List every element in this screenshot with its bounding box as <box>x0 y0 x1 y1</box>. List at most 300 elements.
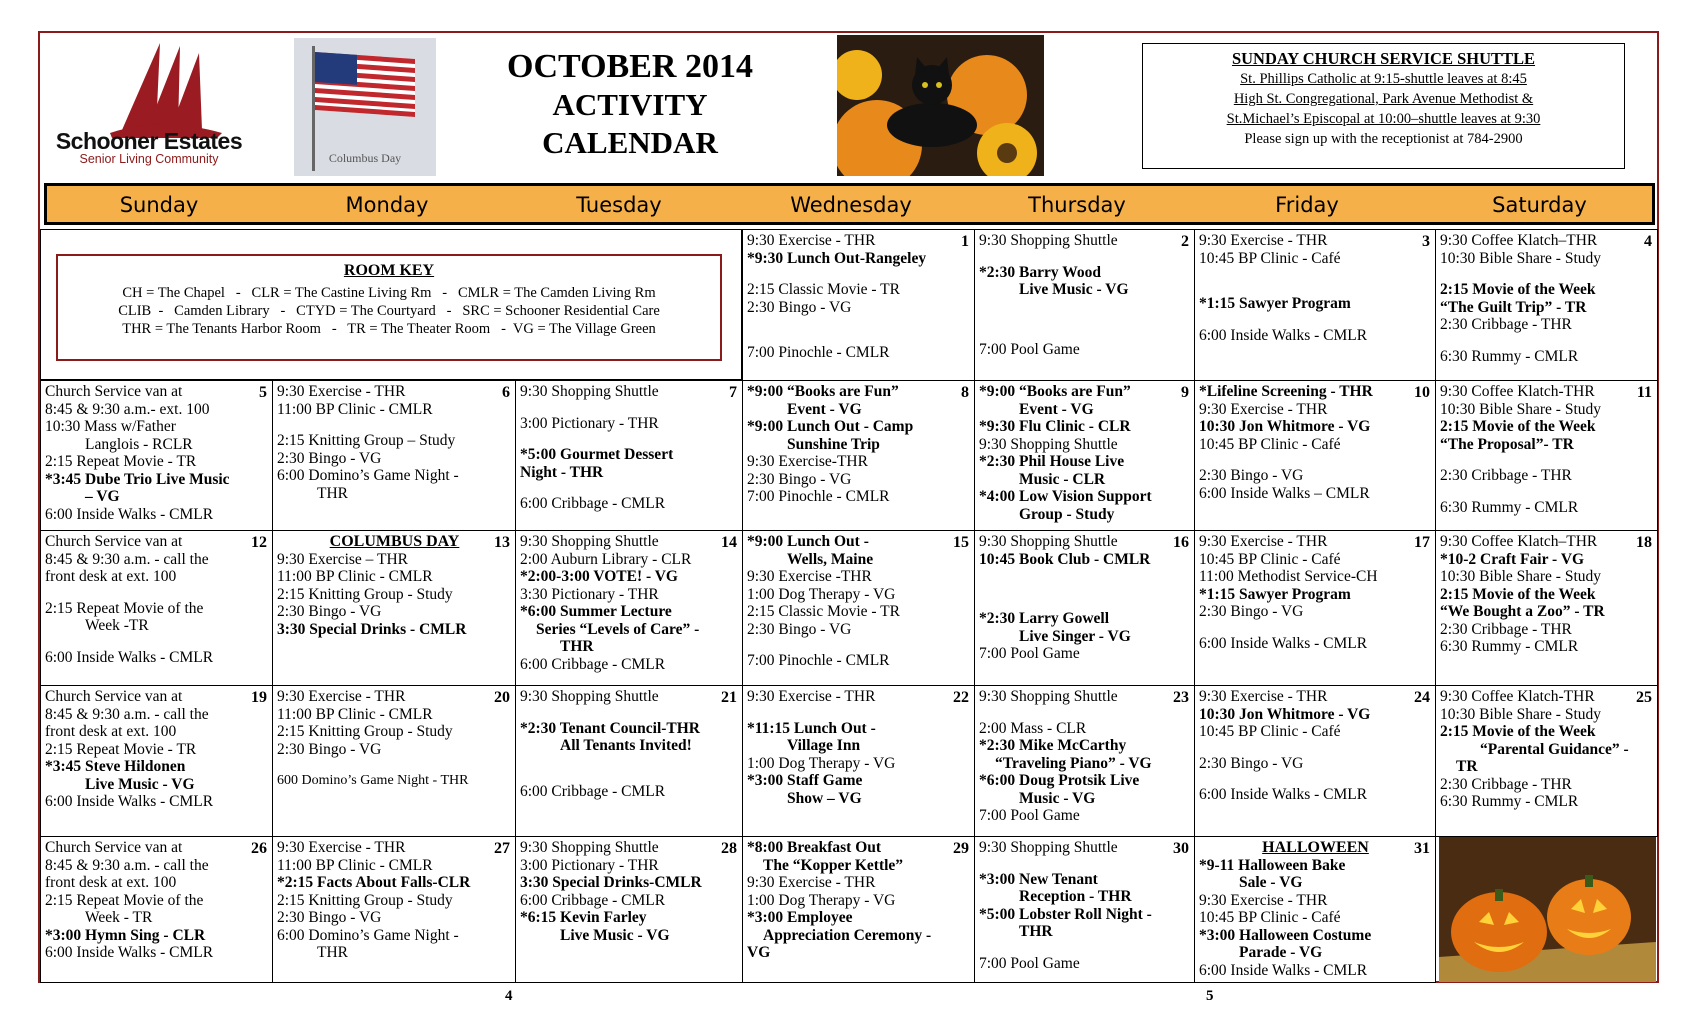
event-line: Appreciation Ceremony - <box>763 926 932 944</box>
spacer <box>520 769 739 783</box>
event-line: 10:45 BP Clinic - Café <box>1199 909 1341 926</box>
event-line: *9:00 “Books are Fun” <box>979 383 1131 400</box>
event-line: 6:00 Cribbage - CMLR <box>520 495 666 512</box>
day-number: 31 <box>1414 840 1430 857</box>
event-line: 2:15 Repeat Movie of the <box>45 891 204 909</box>
page-number-right: 5 <box>1206 988 1214 1004</box>
day-number: 10 <box>1414 384 1430 401</box>
event-line: Event - VG <box>1019 400 1094 418</box>
event-line: *9:30 Lunch Out-Rangeley <box>747 249 927 267</box>
event-line: Village Inn <box>787 737 861 754</box>
spacer <box>1199 267 1432 281</box>
event-line: Church Service van at <box>45 533 183 550</box>
event-line: “The Proposal”- TR <box>1440 435 1574 453</box>
day-number: 7 <box>729 384 737 401</box>
event-line: 7:00 Pool Game <box>979 807 1080 824</box>
event-line: 2:30 Cribbage - THR <box>1440 620 1572 638</box>
day-number: 16 <box>1173 534 1189 551</box>
event-line: 2:30 Bingo - VG <box>277 740 382 758</box>
event-line: 9:30 Shopping Shuttle <box>520 839 659 856</box>
event-line: 9:30 Exercise – THR <box>277 550 409 568</box>
event-line: – VG <box>85 488 120 505</box>
event-line: 7:00 Pool Game <box>979 340 1080 358</box>
event-line: All Tenants Invited! <box>560 737 692 754</box>
day-cell-11 <box>1435 380 1658 531</box>
day-number: 19 <box>251 689 267 706</box>
day-number: 29 <box>953 840 969 857</box>
day-cell-27 <box>272 836 516 983</box>
event-line: THR <box>560 638 594 655</box>
event-line: 6:00 Cribbage - CMLR <box>520 655 666 673</box>
day-cell-23 <box>974 685 1195 837</box>
event-line: Music - VG <box>1019 789 1096 807</box>
event-line: *2:30 Barry Wood <box>979 263 1101 281</box>
event-line: 2:15 Classic Movie - TR <box>747 281 900 298</box>
shuttle-line-4: Please sign up with the receptionist at 784-2900 <box>1244 131 1523 147</box>
weekday-header <box>44 183 1655 225</box>
event-line: *3:00 Staff Game <box>747 772 863 789</box>
event-line: 6:00 Inside Walks - CMLR <box>1199 634 1368 652</box>
event-line: Live Singer - VG <box>1019 627 1131 645</box>
cat-icon <box>837 35 1044 176</box>
day-number: 24 <box>1414 689 1430 706</box>
event-line: VG <box>747 944 771 961</box>
event-line: 9:30 Coffee Klatch–THR <box>1440 533 1598 550</box>
spacer <box>979 299 1191 313</box>
event-line: 9:30 Exercise - THR <box>277 688 406 705</box>
event-line: 11:00 BP Clinic - CMLR <box>277 705 433 723</box>
event-line: 8:45 & 9:30 a.m. - call the <box>45 856 209 874</box>
event-line: *9-11 Halloween Bake <box>1199 856 1346 874</box>
day-number: 25 <box>1636 689 1652 706</box>
event-line: *9:00 Lunch Out - Camp <box>747 418 914 435</box>
event-line: Church Service van at <box>45 383 183 400</box>
spacer <box>979 313 1191 327</box>
event-line: front desk at ext. 100 <box>45 874 177 891</box>
room-key-line-2: CLIB - Camden Library - CTYD = The Courtyard - SRC = Schooner Residential Care <box>118 303 660 319</box>
event-line: 10:30 Bible Share - Study <box>1440 568 1602 585</box>
shuttle-line-1: St. Phillips Catholic at 9:15-shuttle leaves at 8:45 <box>1240 71 1527 87</box>
day-cell-30 <box>974 836 1195 983</box>
event-line: Live Music - VG <box>1019 281 1129 298</box>
spacer <box>45 586 269 600</box>
day-number: 9 <box>1181 384 1189 401</box>
event-line: The “Kopper Kettle” <box>763 856 904 874</box>
event-line: 9:30 Shopping Shuttle <box>520 533 659 550</box>
day-cell-7 <box>515 380 743 531</box>
day-number: 27 <box>494 840 510 857</box>
event-line: 2:30 Cribbage - THR <box>1440 467 1572 484</box>
event-line: 9:30 Shopping Shuttle <box>979 688 1118 705</box>
cell-heading: HALLOWEEN <box>1262 839 1369 856</box>
event-line: 9:30 Exercise - THR <box>1199 400 1328 418</box>
spacer <box>1199 313 1432 327</box>
event-line: 3:30 Special Drinks-CMLR <box>520 874 702 891</box>
event-line: 9:30 Shopping Shuttle <box>979 533 1118 550</box>
room-key <box>56 254 722 361</box>
day-cell-20 <box>272 685 516 837</box>
spacer <box>979 568 1191 582</box>
event-line: 11:00 BP Clinic - CMLR <box>277 400 433 418</box>
spacer <box>277 418 512 432</box>
event-line: Reception - THR <box>1019 888 1132 905</box>
event-line: 2:30 Bingo - VG <box>1199 603 1304 620</box>
event-line: 8:45 & 9:30 a.m.- ext. 100 <box>45 400 210 418</box>
day-cell-5 <box>40 380 273 531</box>
day-cell-8 <box>742 380 975 531</box>
day-cell-2 <box>974 229 1195 381</box>
spacer <box>979 596 1191 610</box>
event-line: *2:30 Tenant Council-THR <box>520 719 701 737</box>
day-cell-17 <box>1194 530 1436 686</box>
event-line: *8:00 Breakfast Out <box>747 839 882 856</box>
event-line: 9:30 Exercise-THR <box>747 453 868 470</box>
jack-o-lantern-image <box>1439 837 1656 982</box>
spacer <box>747 706 971 720</box>
shuttle-line-3: St.Michael’s Episcopal at 10:00–shuttle leaves at 9:30 <box>1226 111 1541 127</box>
event-line: Night - THR <box>520 463 604 481</box>
event-line: 3:30 Special Drinks - CMLR <box>277 620 467 638</box>
day-number: 1 <box>961 233 969 250</box>
day-cell-15 <box>742 530 975 686</box>
event-line: *10-2 Craft Fair - VG <box>1440 550 1585 568</box>
event-line: 7:00 Pool Game <box>979 645 1080 662</box>
event-line: TR <box>1456 758 1478 775</box>
event-line: 7:00 Pinochle - CMLR <box>747 488 890 505</box>
event-line: 6:00 Domino’s Game Night - <box>277 467 459 484</box>
event-line: 9:30 Coffee Klatch-THR <box>1440 383 1595 400</box>
day-number: 28 <box>721 840 737 857</box>
title-month: OCTOBER 2014 <box>507 48 753 85</box>
room-key-line-3: THR = The Tenants Harbor Room - TR = The Theater Room - VG = The Village Green <box>122 321 656 337</box>
day-cell-10 <box>1194 380 1436 531</box>
event-line: 2:00 Auburn Library - CLR <box>520 550 692 568</box>
event-line: 9:30 Exercise - THR <box>747 232 876 249</box>
day-cell-9 <box>974 380 1195 531</box>
event-line: 7:00 Pinochle - CMLR <box>747 652 890 669</box>
day-cell-18 <box>1435 530 1658 686</box>
event-line: 6:00 Cribbage - CMLR <box>520 891 666 909</box>
event-line: 2:30 Bingo - VG <box>1199 754 1304 772</box>
spacer <box>747 316 971 330</box>
event-line: 6:30 Rummy - CMLR <box>1440 347 1579 365</box>
day-cell-26 <box>40 836 273 983</box>
columbus-day-flag-image <box>294 38 436 176</box>
spacer <box>979 327 1191 341</box>
spacer <box>747 330 971 344</box>
day-cell-24 <box>1194 685 1436 837</box>
event-line: *6:00 Summer Lecture <box>520 603 672 620</box>
event-line: 2:30 Cribbage - THR <box>1440 316 1572 333</box>
day-cell-6 <box>272 380 516 531</box>
spacer <box>520 706 739 720</box>
event-line: 2:15 Knitting Group – Study <box>277 432 456 449</box>
event-line: 9:30 Exercise - THR <box>1199 533 1328 550</box>
spacer <box>979 582 1191 596</box>
day-cell-12 <box>40 530 273 686</box>
event-line: Church Service van at <box>45 688 183 705</box>
day-cell-3 <box>1194 229 1436 381</box>
event-line: 9:30 Exercise - THR <box>1199 891 1328 909</box>
event-line: 10:30 Bible Share - Study <box>1440 400 1602 418</box>
day-number: 17 <box>1414 534 1430 551</box>
event-line: 9:30 Coffee Klatch-THR <box>1440 688 1595 705</box>
spacer <box>1199 453 1432 467</box>
event-line: Live Music - VG <box>560 926 670 944</box>
event-line: 7:00 Pinochle - CMLR <box>747 344 890 361</box>
day-number: 30 <box>1173 840 1189 857</box>
event-line: Wells, Maine <box>787 550 874 568</box>
event-line: 11:00 BP Clinic - CMLR <box>277 568 433 585</box>
event-line: 9:30 Shopping Shuttle <box>979 435 1118 453</box>
event-line: *5:00 Lobster Roll Night - <box>979 905 1152 923</box>
event-line: 2:30 Bingo - VG <box>277 603 382 620</box>
spacer <box>1440 453 1654 467</box>
day-cell-22 <box>742 685 975 837</box>
day-cell-13 <box>272 530 516 686</box>
event-line: 2:30 Bingo - VG <box>1199 467 1304 484</box>
event-line: *6:00 Doug Protsik Live <box>979 772 1140 789</box>
spacer <box>520 432 739 446</box>
event-line: 2:00 Mass - CLR <box>979 719 1087 737</box>
event-line: 9:30 Shopping Shuttle <box>979 839 1118 856</box>
event-line: *11:15 Lunch Out - <box>747 719 876 737</box>
sails-icon <box>52 38 242 138</box>
event-line: 10:30 Jon Whitmore - VG <box>1199 418 1371 435</box>
event-line: THR <box>317 944 348 961</box>
day-cell-29 <box>742 836 975 983</box>
event-line: 10:30 Bible Share - Study <box>1440 249 1602 267</box>
event-line: 6:00 Inside Walks - CMLR <box>45 648 214 666</box>
day-cell-1 <box>742 229 975 381</box>
event-line: *3:45 Steve Hildonen <box>45 758 186 775</box>
event-line: THR <box>317 484 348 502</box>
shuttle-title: SUNDAY CHURCH SERVICE SHUTTLE <box>1231 49 1536 68</box>
event-line: *2:30 Phil House Live <box>979 453 1125 470</box>
event-line: 2:30 Bingo - VG <box>747 620 852 638</box>
cell-heading: COLUMBUS DAY <box>329 533 460 550</box>
event-line: 11:00 BP Clinic - CMLR <box>277 856 433 874</box>
day-cell-14 <box>515 530 743 686</box>
event-line: 2:15 Knitting Group - Study <box>277 891 453 909</box>
day-number: 13 <box>494 534 510 551</box>
spacer <box>979 250 1191 264</box>
day-friday: Friday <box>1275 193 1339 217</box>
event-line: front desk at ext. 100 <box>45 723 177 740</box>
event-line: 2:15 Repeat Movie - TR <box>45 740 197 758</box>
spacer <box>520 401 739 415</box>
event-line: 10:45 BP Clinic - Café <box>1199 550 1341 568</box>
event-line: 10:45 BP Clinic - Café <box>1199 249 1341 267</box>
event-line: 7:00 Pool Game <box>979 954 1080 972</box>
spacer <box>1440 485 1654 499</box>
event-line: *2:30 Larry Gowell <box>979 610 1110 627</box>
day-cell-21 <box>515 685 743 837</box>
event-line: 6:00 Inside Walks - CMLR <box>1199 326 1368 344</box>
day-saturday: Saturday <box>1492 193 1587 217</box>
spacer <box>979 706 1191 720</box>
logo-tagline: Senior Living Community <box>79 152 219 166</box>
event-line: 6:00 Inside Walks - CMLR <box>1199 961 1368 979</box>
event-line: 6:30 Rummy - CMLR <box>1440 638 1579 655</box>
event-line: 10:45 Book Club - CMLR <box>979 550 1151 568</box>
event-line: 11:00 Methodist Service-CH <box>1199 568 1378 585</box>
event-line: 6:30 Rummy - CMLR <box>1440 498 1579 516</box>
event-line: THR <box>1019 923 1053 940</box>
day-cell-16 <box>974 530 1195 686</box>
spacer <box>277 758 512 772</box>
event-line: Show – VG <box>787 789 862 807</box>
event-line: 2:15 Repeat Movie of the <box>45 599 204 617</box>
spacer <box>979 941 1191 955</box>
event-line: 2:30 Bingo - VG <box>277 449 382 467</box>
spacer <box>747 638 971 652</box>
day-number: 26 <box>251 840 267 857</box>
church-shuttle-notice <box>1142 43 1625 169</box>
event-line: *2:15 Facts About Falls-CLR <box>277 874 471 891</box>
event-line: 2:15 Knitting Group - Study <box>277 585 453 603</box>
event-line: *2:30 Mike McCarthy <box>979 737 1127 754</box>
event-line: 2:30 Cribbage - THR <box>1440 775 1572 793</box>
event-line: 2:15 Movie of the Week <box>1440 585 1596 603</box>
event-line: 6:00 Cribbage - CMLR <box>520 782 666 800</box>
event-line: 2:15 Movie of the Week <box>1440 281 1596 298</box>
day-number: 3 <box>1422 233 1430 250</box>
event-line: 9:30 Shopping Shuttle <box>979 232 1118 249</box>
event-line: Music - CLR <box>1019 470 1106 488</box>
event-line: 6:00 Inside Walks – CMLR <box>1199 484 1370 502</box>
event-line: 9:30 Exercise - THR <box>277 839 406 856</box>
day-thursday: Thursday <box>1028 193 1126 217</box>
event-line: *3:45 Dube Trio Live Music <box>45 470 230 488</box>
room-key-title: ROOM KEY <box>343 262 435 279</box>
event-line: front desk at ext. 100 <box>45 568 177 585</box>
event-line: *5:00 Gourmet Dessert <box>520 446 674 463</box>
day-cell-28 <box>515 836 743 983</box>
event-line: *4:00 Low Vision Support <box>979 488 1152 505</box>
title-calendar: CALENDAR <box>542 125 718 160</box>
event-line: Series “Levels of Care” - <box>536 620 700 638</box>
day-number: 2 <box>1181 233 1189 250</box>
event-line: 8:45 & 9:30 a.m. - call the <box>45 705 209 723</box>
day-number: 22 <box>953 689 969 706</box>
spacer <box>1440 267 1654 281</box>
event-line: 1:00 Dog Therapy - VG <box>747 891 896 909</box>
day-number: 6 <box>502 384 510 401</box>
event-line: 2:15 Movie of the Week <box>1440 418 1596 435</box>
cat-pumpkin-image <box>837 35 1044 176</box>
event-line: *3:00 Employee <box>747 909 853 926</box>
event-line: *6:15 Kevin Farley <box>520 909 647 926</box>
event-line: *1:15 Sawyer Program <box>1199 585 1351 603</box>
event-line: 9:30 Shopping Shuttle <box>520 688 659 705</box>
event-line: 6:00 Inside Walks - CMLR <box>1199 786 1368 803</box>
day-cell-19 <box>40 685 273 837</box>
event-line: 3:00 Pictionary - THR <box>520 856 659 874</box>
event-line: *3:00 New Tenant <box>979 870 1098 888</box>
event-line: *9:00 “Books are Fun” <box>747 383 899 400</box>
spacer <box>1199 281 1432 295</box>
spacer <box>45 635 269 649</box>
event-line: 9:30 Exercise - THR <box>1199 688 1328 705</box>
event-line: “We Bought a Zoo” - TR <box>1440 603 1605 620</box>
event-line: 10:30 Mass w/Father <box>45 418 176 435</box>
event-line: 2:30 Bingo - VG <box>747 470 852 488</box>
day-number: 5 <box>259 384 267 401</box>
event-line: 2:15 Knitting Group - Study <box>277 723 453 740</box>
event-line: 8:45 & 9:30 a.m. - call the <box>45 550 209 568</box>
event-line: 6:00 Inside Walks - CMLR <box>45 944 214 961</box>
event-line: 9:30 Exercise - THR <box>1199 232 1328 249</box>
event-line: Sunshine Trip <box>787 435 880 453</box>
spacer <box>747 267 971 281</box>
event-line: Sale - VG <box>1239 874 1303 891</box>
spacer <box>979 857 1191 871</box>
day-cell-25 <box>1435 685 1658 837</box>
event-line: Week - TR <box>85 909 153 926</box>
event-line: 2:15 Repeat Movie - TR <box>45 453 197 470</box>
event-line: *9:00 Lunch Out - <box>747 533 869 550</box>
event-line: *2:00-3:00 VOTE! - VG <box>520 568 678 585</box>
event-line: 6:00 Inside Walks - CMLR <box>45 505 214 523</box>
event-line: 10:30 Bible Share - Study <box>1440 705 1602 723</box>
day-monday: Monday <box>345 193 429 217</box>
event-line: 6:30 Rummy - CMLR <box>1440 793 1579 810</box>
event-line: 9:30 Exercise - THR <box>277 383 406 400</box>
event-line: 10:30 Jon Whitmore - VG <box>1199 705 1371 723</box>
event-line: 2:15 Classic Movie - TR <box>747 603 900 620</box>
event-line: 600 Domino’s Game Night - THR <box>277 773 469 788</box>
spacer <box>1199 621 1432 635</box>
event-line: 9:30 Shopping Shuttle <box>520 383 659 400</box>
page-number-left: 4 <box>505 988 513 1004</box>
day-number: 18 <box>1636 534 1652 551</box>
event-line: “The Guilt Trip” - TR <box>1440 298 1587 316</box>
shuttle-line-2: High St. Congregational, Park Avenue Methodist & <box>1233 91 1534 107</box>
event-line: 3:30 Pictionary - THR <box>520 585 659 603</box>
spacer <box>1440 334 1654 348</box>
calendar-title <box>470 48 790 162</box>
day-number: 15 <box>953 534 969 551</box>
event-line: *3:00 Halloween Costume <box>1199 926 1372 944</box>
event-line: Week -TR <box>85 617 149 634</box>
day-cell-4 <box>1435 229 1658 381</box>
event-line: 9:30 Exercise - THR <box>747 874 876 891</box>
spacer <box>1199 772 1432 786</box>
event-line: 9:30 Exercise - THR <box>747 688 876 705</box>
day-number: 4 <box>1644 233 1652 250</box>
event-line: Parade - VG <box>1239 944 1323 961</box>
pumpkin-icon <box>1439 837 1656 982</box>
event-line: *1:15 Sawyer Program <box>1199 295 1351 312</box>
day-number: 8 <box>961 384 969 401</box>
spacer <box>520 755 739 769</box>
event-line: 9:30 Exercise -THR <box>747 568 872 585</box>
day-number: 11 <box>1636 384 1652 401</box>
event-line: “Traveling Piano” - VG <box>995 754 1152 772</box>
event-line: “Parental Guidance” - <box>1480 740 1629 758</box>
day-tuesday: Tuesday <box>576 193 662 217</box>
day-number: 23 <box>1173 689 1189 706</box>
event-line: 2:15 Movie of the Week <box>1440 723 1596 740</box>
day-sunday: Sunday <box>119 193 199 217</box>
event-line: 6:00 Inside Walks - CMLR <box>45 793 214 810</box>
day-number: 21 <box>721 689 737 706</box>
day-wednesday: Wednesday <box>790 193 912 217</box>
day-number: 14 <box>721 534 737 551</box>
event-line: 2:30 Bingo - VG <box>747 298 852 316</box>
day-number: 12 <box>251 534 267 551</box>
